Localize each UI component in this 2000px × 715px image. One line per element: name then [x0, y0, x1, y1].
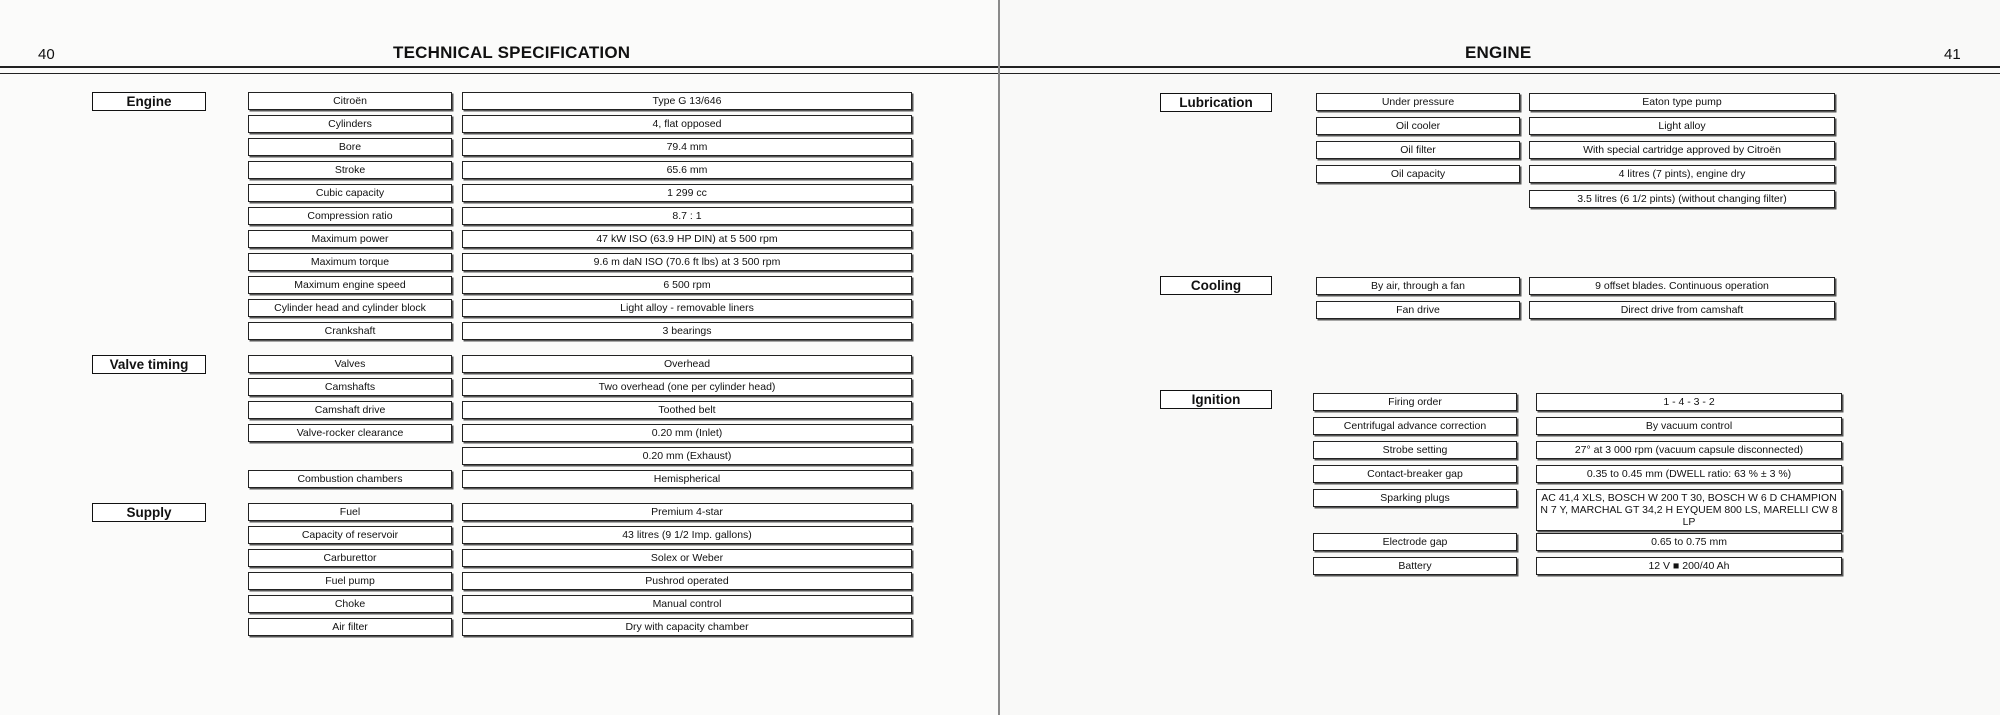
spec-label: Carburettor	[248, 549, 452, 567]
spec-label: Capacity of reservoir	[248, 526, 452, 544]
section-heading: Engine	[92, 92, 206, 111]
spec-value: 0.65 to 0.75 mm	[1536, 533, 1842, 551]
spec-value: Toothed belt	[462, 401, 912, 419]
spec-value: 3 bearings	[462, 322, 912, 340]
spec-label: Strobe setting	[1313, 441, 1517, 459]
spec-value: 0.20 mm (Inlet)	[462, 424, 912, 442]
spec-label: Centrifugal advance correction	[1313, 417, 1517, 435]
spec-label: Cylinder head and cylinder block	[248, 299, 452, 317]
spec-label: Valves	[248, 355, 452, 373]
section-heading: Cooling	[1160, 276, 1272, 295]
spec-label: Choke	[248, 595, 452, 613]
spec-label: Valve-rocker clearance	[248, 424, 452, 442]
spec-value: 65.6 mm	[462, 161, 912, 179]
spec-value: Light alloy - removable liners	[462, 299, 912, 317]
page-number-left: 40	[38, 46, 55, 63]
spec-label: Fan drive	[1316, 301, 1520, 319]
spec-label: Maximum power	[248, 230, 452, 248]
page-number-right: 41	[1944, 46, 1961, 63]
spec-label: Bore	[248, 138, 452, 156]
spec-label: Oil filter	[1316, 141, 1520, 159]
spec-label: Compression ratio	[248, 207, 452, 225]
spec-label: Combustion chambers	[248, 470, 452, 488]
spec-value: 0.35 to 0.45 mm (DWELL ratio: 63 % ± 3 %)	[1536, 465, 1842, 483]
spec-value: Light alloy	[1529, 117, 1835, 135]
spec-value: 43 litres (9 1/2 Imp. gallons)	[462, 526, 912, 544]
page-title-right: ENGINE	[1465, 43, 1532, 62]
spec-label: Sparking plugs	[1313, 489, 1517, 507]
page-title-left: TECHNICAL SPECIFICATION	[393, 43, 631, 62]
spec-value: Dry with capacity chamber	[462, 618, 912, 636]
spec-value: Solex or Weber	[462, 549, 912, 567]
spec-value: Premium 4-star	[462, 503, 912, 521]
spec-value: Type G 13/646	[462, 92, 912, 110]
spec-label: Under pressure	[1316, 93, 1520, 111]
spec-value: 9.6 m daN ISO (70.6 ft lbs) at 3 500 rpm	[462, 253, 912, 271]
spec-label: Citroën	[248, 92, 452, 110]
spec-label: Electrode gap	[1313, 533, 1517, 551]
spec-value: 8.7 : 1	[462, 207, 912, 225]
spec-value: Manual control	[462, 595, 912, 613]
spec-label: Maximum engine speed	[248, 276, 452, 294]
spec-value: Two overhead (one per cylinder head)	[462, 378, 912, 396]
spec-value: 1 - 4 - 3 - 2	[1536, 393, 1842, 411]
section-heading: Valve timing	[92, 355, 206, 374]
spec-value: 0.20 mm (Exhaust)	[462, 447, 912, 465]
section-heading: Ignition	[1160, 390, 1272, 409]
spec-label: Cubic capacity	[248, 184, 452, 202]
spec-value: Eaton type pump	[1529, 93, 1835, 111]
spec-label: Crankshaft	[248, 322, 452, 340]
spec-value: AC 41,4 XLS, BOSCH W 200 T 30, BOSCH W 6 D CHAMPION N 7 Y, MARCHAL GT 34,2 H EYQUEM 800 LS, MARELLI CW 8 LP	[1536, 489, 1842, 531]
spec-value: Overhead	[462, 355, 912, 373]
spec-value: 1 299 cc	[462, 184, 912, 202]
spec-label: Stroke	[248, 161, 452, 179]
spec-label: Fuel	[248, 503, 452, 521]
spec-value: 79.4 mm	[462, 138, 912, 156]
spec-value: 27° at 3 000 rpm (vacuum capsule disconnected)	[1536, 441, 1842, 459]
spec-value: By vacuum control	[1536, 417, 1842, 435]
right-page	[1000, 0, 2000, 715]
spec-label: Maximum torque	[248, 253, 452, 271]
spec-label: Air filter	[248, 618, 452, 636]
spec-label: Camshaft drive	[248, 401, 452, 419]
header-rule-right	[1000, 66, 2000, 74]
spec-value: Direct drive from camshaft	[1529, 301, 1835, 319]
spec-value: 4 litres (7 pints), engine dry	[1529, 165, 1835, 183]
header-rule-left	[0, 66, 998, 74]
spec-value: 9 offset blades. Continuous operation	[1529, 277, 1835, 295]
spec-label: Oil cooler	[1316, 117, 1520, 135]
spec-label: Firing order	[1313, 393, 1517, 411]
spec-value: 3.5 litres (6 1/2 pints) (without changing filter)	[1529, 190, 1835, 208]
spec-label: Oil capacity	[1316, 165, 1520, 183]
section-heading: Lubrication	[1160, 93, 1272, 112]
spec-value: 6 500 rpm	[462, 276, 912, 294]
spec-label: Camshafts	[248, 378, 452, 396]
section-heading: Supply	[92, 503, 206, 522]
spec-label: Cylinders	[248, 115, 452, 133]
left-page	[0, 0, 998, 715]
spec-label: Contact-breaker gap	[1313, 465, 1517, 483]
spec-value: With special cartridge approved by Citroën	[1529, 141, 1835, 159]
spec-value: 47 kW ISO (63.9 HP DIN) at 5 500 rpm	[462, 230, 912, 248]
spec-value: 12 V ■ 200/40 Ah	[1536, 557, 1842, 575]
spec-value: Pushrod operated	[462, 572, 912, 590]
spec-value: 4, flat opposed	[462, 115, 912, 133]
spec-value: Hemispherical	[462, 470, 912, 488]
spec-label: Fuel pump	[248, 572, 452, 590]
spec-label: Battery	[1313, 557, 1517, 575]
spec-label: By air, through a fan	[1316, 277, 1520, 295]
